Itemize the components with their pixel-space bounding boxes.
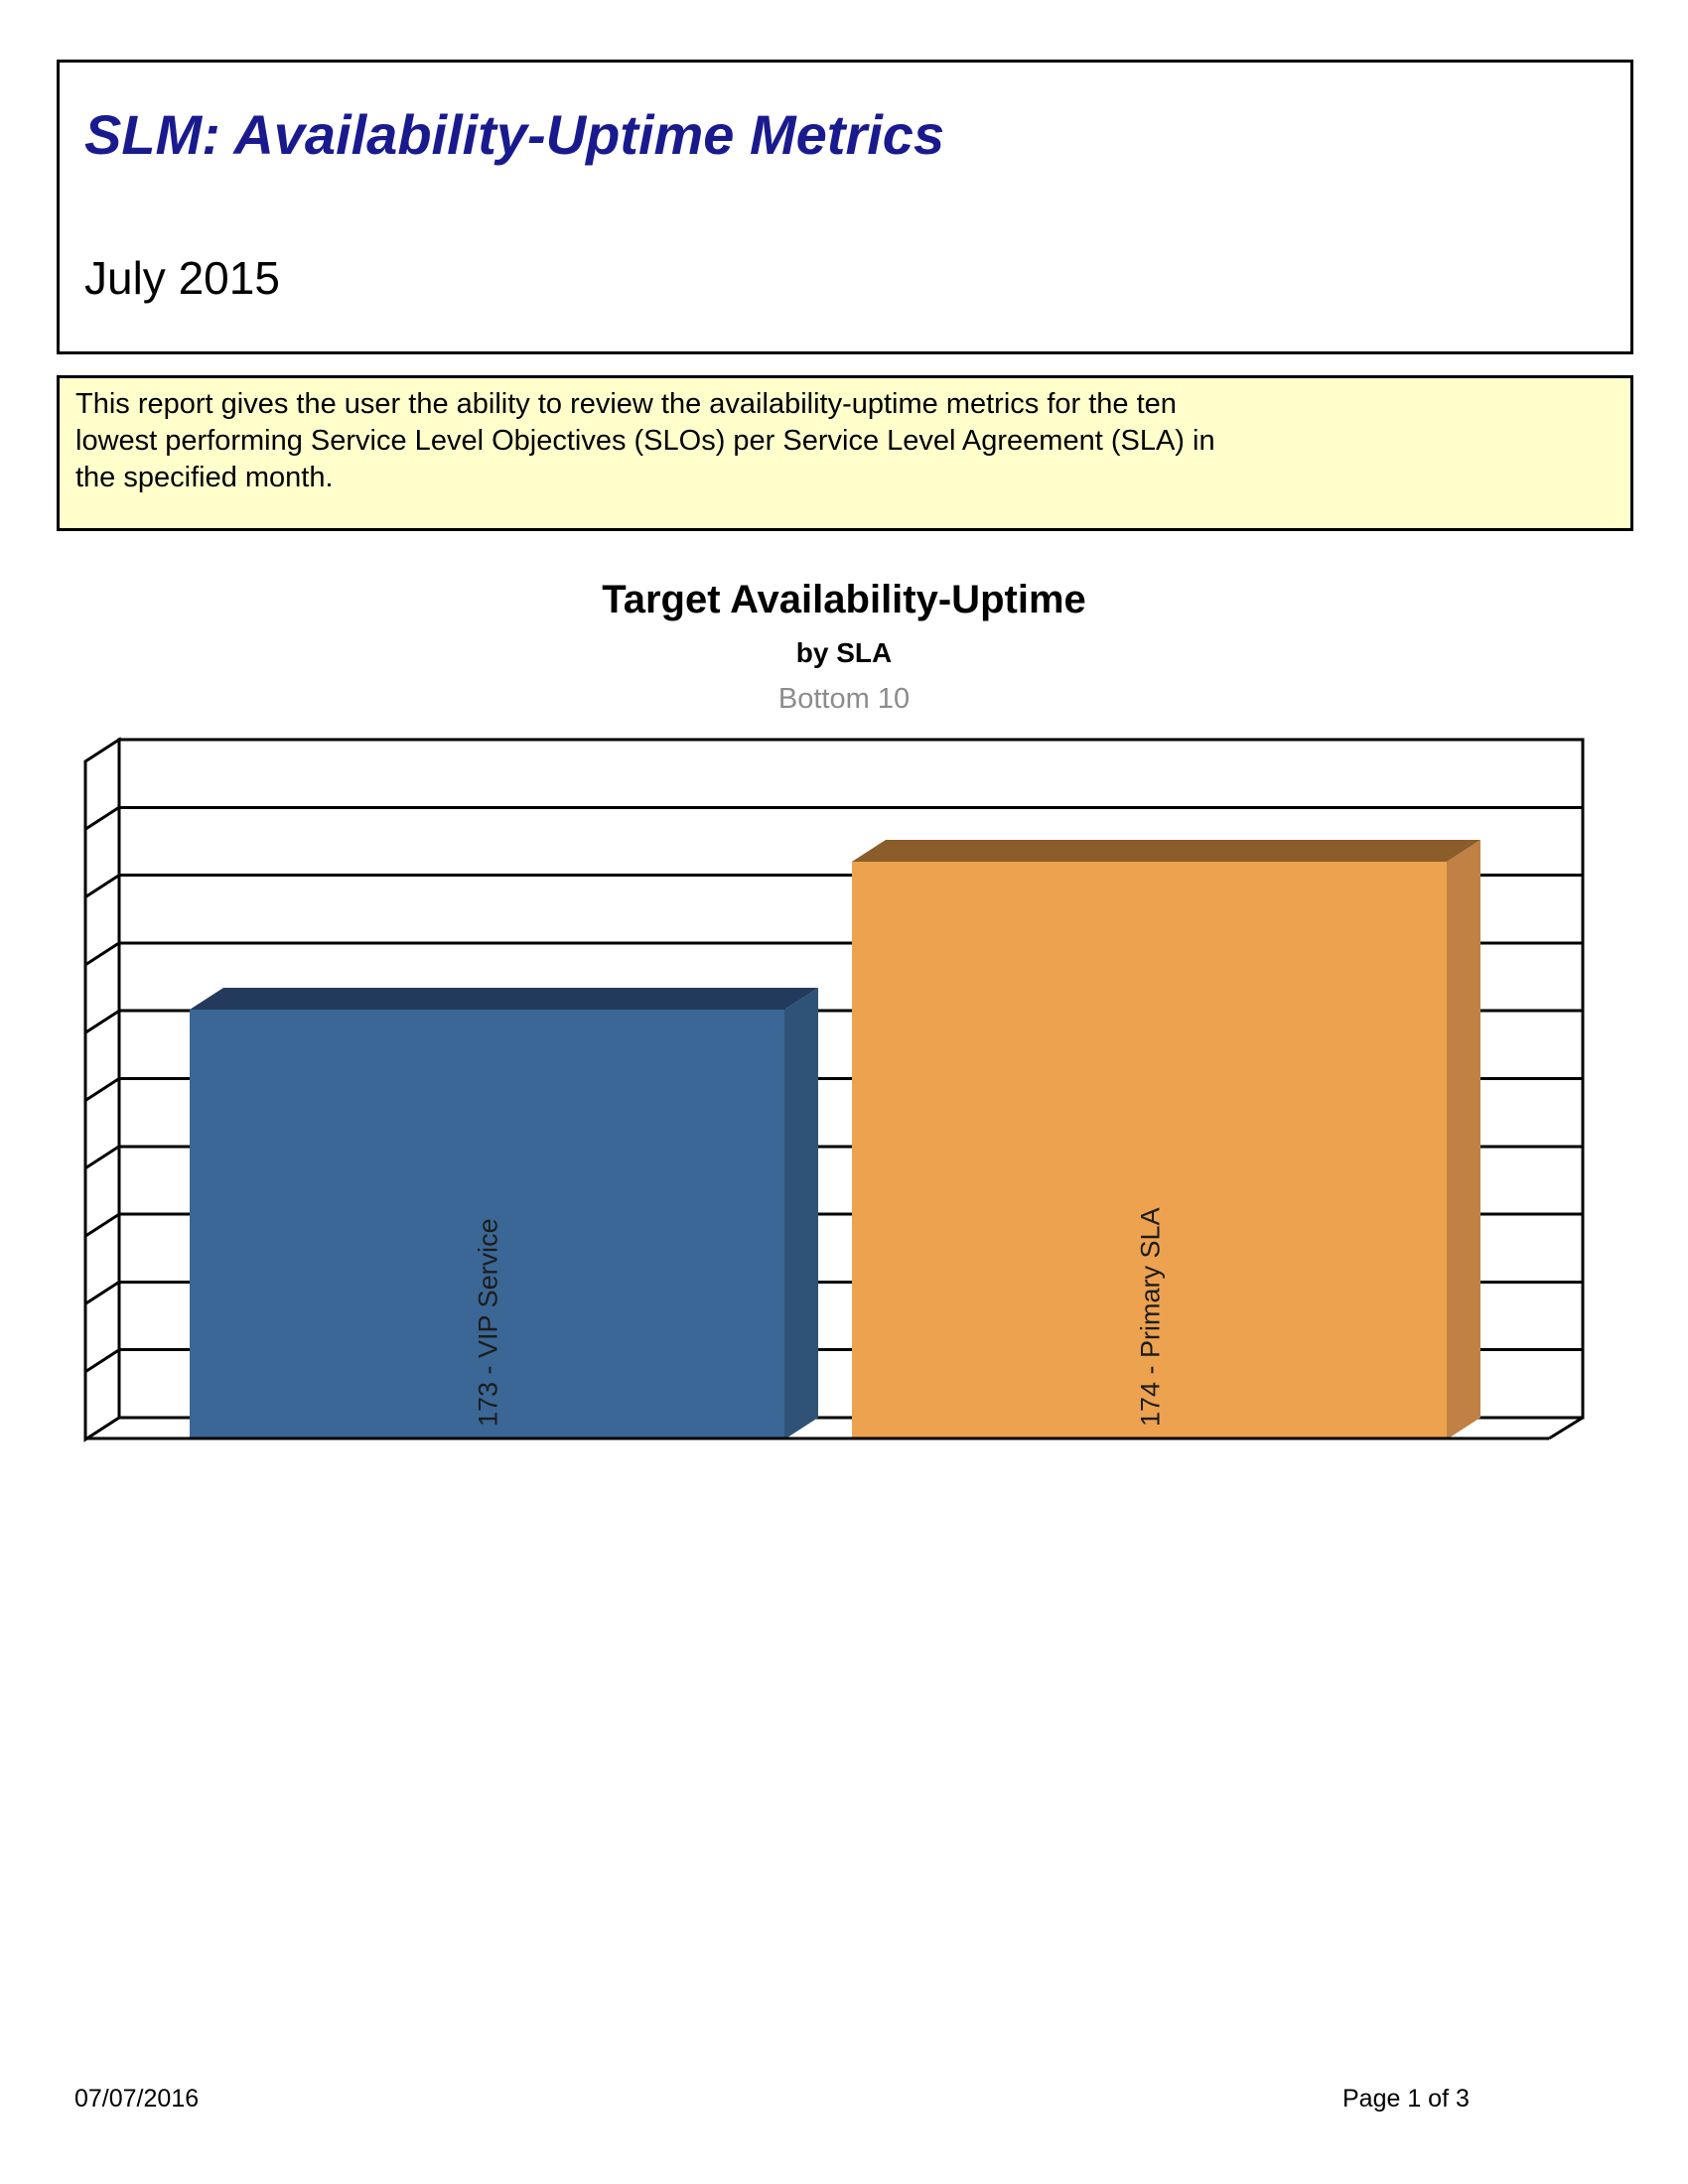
chart-floor-right-edge	[1549, 1418, 1583, 1438]
bar-side-face	[1447, 840, 1480, 1439]
chart-title: Target Availability-Uptime	[602, 578, 1086, 621]
description-line: lowest performing Service Level Objectives (SLOs) per Service Level Agreement (SLA) in	[75, 425, 1215, 457]
chart-subtitle: by SLA	[795, 637, 893, 668]
description-line: the specified month.	[75, 462, 334, 493]
description-line: This report gives the user the ability to review the availability-uptime metrics for the ten	[75, 388, 1177, 420]
footer-date: 07/07/2016	[74, 2085, 200, 2113]
bar-label: 173 - VIP Service	[473, 1218, 503, 1427]
bar-top-face	[190, 988, 818, 1010]
report-title: SLM: Availability-Uptime Metrics	[84, 103, 945, 166]
report-period: July 2015	[84, 252, 280, 304]
bar-side-face	[784, 988, 818, 1439]
footer-page-number: Page 1 of 3	[1342, 2085, 1470, 2113]
bar-top-face	[852, 840, 1480, 862]
bar-label: 174 - Primary SLA	[1135, 1207, 1166, 1427]
chart-note: Bottom 10	[777, 683, 911, 715]
